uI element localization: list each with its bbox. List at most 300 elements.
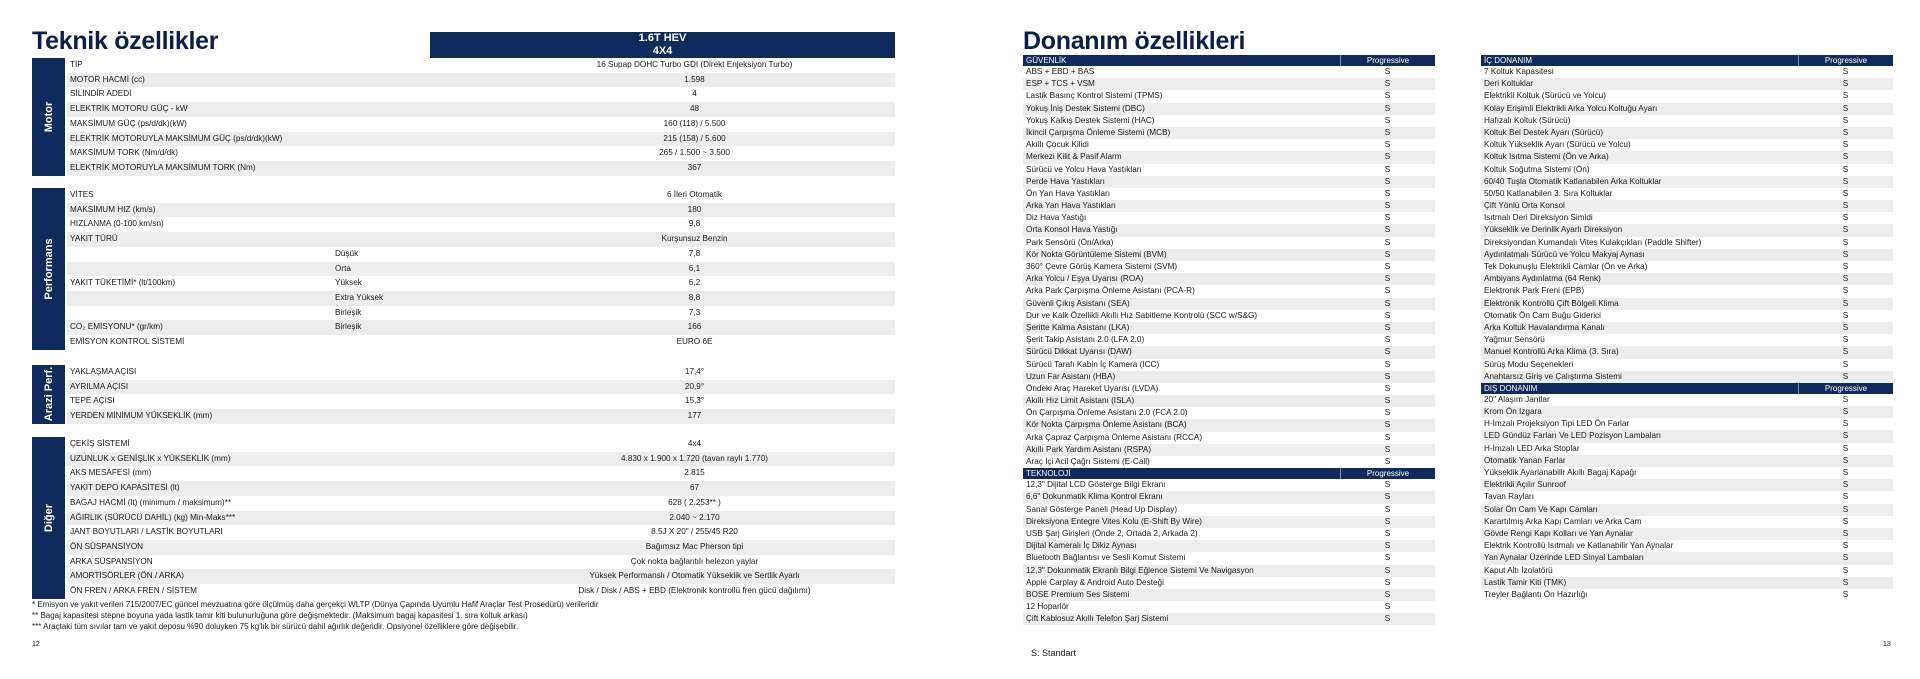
- availability-mark: S: [1384, 201, 1391, 211]
- availability-mark: S: [1842, 589, 1849, 599]
- feature-name: 7 Koltuk Kapasitesi: [1484, 67, 1554, 76]
- feature-row: [1481, 66, 1893, 78]
- availability-mark: S: [1384, 322, 1391, 332]
- feature-name: Direksiyona Entegre Vites Kolu (E-Shift By Wire): [1026, 516, 1202, 526]
- feature-name: Koltuk Soğutma Sistemi (Ön): [1484, 164, 1590, 174]
- availability-mark: S: [1842, 431, 1849, 441]
- feature-row: [1023, 224, 1435, 236]
- feature-name: Arka Park Çarpışma Önleme Asistanı (PCA-R): [1026, 286, 1195, 296]
- feature-name: Sürüş Modu Seçenekleri: [1484, 359, 1574, 369]
- spec-value: Kurşunsuz Benzin: [661, 234, 728, 244]
- feature-name: Koltuk Yükseklik Ayarı (Sürücü ve Yolcu): [1484, 140, 1631, 150]
- spec-row: [67, 146, 895, 161]
- availability-mark: S: [1384, 176, 1391, 186]
- feature-row: [1481, 504, 1893, 516]
- feature-list: [1481, 66, 1893, 383]
- feature-name: Karartılmış Arka Kapı Camları ve Arka Cam: [1484, 516, 1642, 526]
- feature-name: Araç İçi Acil Çağrı Sistemi (E-Call): [1026, 457, 1150, 466]
- feature-name: Merkezi Kilit & Pasif Alarm: [1026, 152, 1122, 162]
- feature-name: Koltuk Bel Destek Ayarı (Sürücü): [1484, 127, 1604, 137]
- availability-mark: S: [1842, 347, 1849, 357]
- feature-row: [1481, 224, 1893, 236]
- spec-value: 166: [687, 322, 702, 332]
- group-name: Performans: [42, 238, 55, 300]
- spec-label: YERDEN MİNİMUM YÜKSEKLİK (mm): [70, 411, 213, 421]
- spec-row: [67, 481, 895, 496]
- spec-label: AKS MESAFESİ (mm): [70, 468, 152, 478]
- spec-row: [67, 511, 895, 526]
- feature-row: [1481, 176, 1893, 188]
- spec-sublabel: Birleşik: [335, 307, 362, 317]
- spec-value: Disk / Disk / ABS + EBD (Elektronik kontrollü fren gücü dağılımı): [578, 586, 811, 595]
- availability-mark: S: [1842, 419, 1849, 429]
- feature-list: [1023, 66, 1435, 468]
- spec-group: [32, 188, 895, 350]
- feature-name: Sürücü Tarafı Kabin İç Kamera (ICC): [1026, 359, 1160, 369]
- spec-value: Bağımsız Mac Pherson tipi: [645, 541, 744, 551]
- feature-row: [1481, 540, 1893, 552]
- spec-value: Yüksek Performanslı / Otomatik Yükseklik ve Sertlik Ayarlı: [589, 571, 800, 581]
- feature-row: [1481, 577, 1893, 589]
- spec-value: 4.830 x 1.900 x 1.720 (tavan raylı 1.770): [620, 453, 768, 463]
- feature-name: Kör Nokta Görüntüleme Sistemi (BVM): [1026, 249, 1167, 259]
- availability-mark: S: [1384, 127, 1391, 137]
- feature-row: [1481, 310, 1893, 322]
- availability-mark: S: [1384, 152, 1391, 162]
- feature-name: Yükseklik ve Derinlik Ayarlı Direksiyon: [1484, 225, 1623, 235]
- availability-mark: S: [1842, 455, 1849, 465]
- feature-name: Şerit Takip Asistanı 2.0 (LFA 2.0): [1026, 335, 1145, 345]
- availability-mark: S: [1842, 553, 1849, 563]
- feature-name: Park Sensörü (Ön/Arka): [1026, 237, 1114, 247]
- spec-value: 215 (158) / 5.600: [663, 133, 726, 143]
- feature-name: Lastik Basınç Kontrol Sistemi (TPMS): [1026, 91, 1163, 101]
- availability-mark: S: [1384, 565, 1391, 575]
- feature-row: [1481, 249, 1893, 261]
- feature-row: [1481, 322, 1893, 334]
- availability-mark: S: [1842, 541, 1849, 551]
- spec-value: 4x4: [687, 439, 702, 448]
- feature-name: Elektrik Kontrollü Isıtmalı ve Katlanabilir Yan Aynalar: [1484, 541, 1674, 551]
- availability-mark: S: [1842, 67, 1849, 76]
- availability-mark: S: [1842, 152, 1849, 162]
- availability-mark: S: [1384, 383, 1391, 393]
- feature-row: [1023, 285, 1435, 297]
- feature-name: Arka Yan Hava Yastıkları: [1026, 201, 1116, 211]
- availability-mark: S: [1842, 322, 1849, 332]
- spec-row: [67, 87, 895, 102]
- availability-mark: S: [1384, 516, 1391, 526]
- trim-label: Progressive: [1798, 383, 1893, 394]
- section-name: GÜVENLİK: [1026, 56, 1067, 65]
- availability-mark: S: [1384, 457, 1391, 466]
- feature-row: [1481, 406, 1893, 418]
- feature-row: [1023, 66, 1435, 78]
- feature-row: [1023, 237, 1435, 249]
- spec-label: AĞIRLIK (SÜRÜCÜ DAHİL) (kg) Min-Maks***: [70, 512, 236, 522]
- feature-name: Akıllı Park Yardım Asistanı (RSPA): [1026, 444, 1152, 454]
- spec-value: 2.040 ~ 2.170: [669, 512, 720, 522]
- spec-value: 628 ( 2.253** ): [668, 497, 721, 507]
- spec-label: ELEKTRİK MOTORUYLA MAKSİMUM GÜÇ (ps/d/dk)(kW): [70, 133, 283, 143]
- feature-name: Öndeki Araç Hareket Uyarısı (LVDA): [1026, 383, 1159, 393]
- feature-row: [1481, 359, 1893, 371]
- availability-mark: S: [1384, 602, 1391, 612]
- spec-label: UZUNLUK x GENİŞLİK x YÜKSEKLİK (mm): [70, 453, 231, 463]
- availability-mark: S: [1842, 286, 1849, 296]
- spec-value: 15,3°: [684, 396, 705, 406]
- section-header: [1023, 468, 1435, 479]
- feature-name: Hafızalı Koltuk (Sürücü): [1484, 115, 1571, 125]
- spec-value: 6,2: [688, 278, 701, 288]
- availability-mark: S: [1384, 298, 1391, 308]
- spec-row: [67, 555, 895, 570]
- availability-mark: S: [1384, 335, 1391, 345]
- spec-label: ELEKTRİK MOTORUYLA MAKSİMUM TORK (Nm): [70, 162, 256, 172]
- availability-mark: S: [1384, 492, 1391, 502]
- feature-row: [1023, 491, 1435, 503]
- footnote-1: * Emisyon ve yakıt verileri 715/2007/EC güncel mevzuatına göre ölçülmüş daha gerçekçi WLTP (Dünya Çapında Uyumlu Hafif Araçlar Test Prosedürü) verileridir: [32, 600, 599, 609]
- feature-name: Perde Hava Yastıkları: [1026, 176, 1105, 186]
- availability-mark: S: [1384, 249, 1391, 259]
- feature-name: Elektronik Kontrollü Çift Bölgeli Klima: [1484, 298, 1619, 308]
- spec-label: MOTOR HACMİ (cc): [70, 74, 145, 84]
- feature-name: Akıllı Hız Limit Asistanı (ISLA): [1026, 396, 1135, 406]
- availability-mark: S: [1842, 516, 1849, 526]
- spec-label: ÇEKİŞ SİSTEMİ: [70, 439, 130, 448]
- availability-mark: S: [1842, 310, 1849, 320]
- feature-name: Gövde Rengi Kapı Kolları ve Yan Aynalar: [1484, 528, 1633, 538]
- footnote-2: ** Bagaj kapasitesi stepne boyuna yada lastik tamir kiti bulunurluğuna göre değişmektedir. (Maksimum bagaj kapasitesi 1. sıra koltuk arkası): [32, 611, 528, 620]
- spec-label: AMORTİSÖRLER (ÖN / ARKA): [70, 571, 185, 581]
- feature-name: Treyler Bağlantı Ön Hazırlığı: [1484, 589, 1588, 599]
- availability-mark: S: [1842, 274, 1849, 284]
- spec-row: [67, 320, 895, 335]
- feature-name: Güvenli Çıkış Asistanı (SEA): [1026, 298, 1130, 308]
- availability-mark: S: [1842, 262, 1849, 271]
- footnotes: [32, 599, 598, 632]
- availability-mark: S: [1384, 274, 1391, 284]
- page-number-right: 13: [1883, 641, 1891, 648]
- group-name: Diğer: [42, 503, 55, 532]
- feature-row: [1481, 467, 1893, 479]
- feature-row: [1023, 613, 1435, 625]
- section-name: DIŞ DONANIM: [1484, 383, 1538, 393]
- feature-row: [1023, 540, 1435, 552]
- feature-row: [1481, 552, 1893, 564]
- availability-mark: S: [1384, 480, 1391, 490]
- spec-value: 7,3: [688, 307, 701, 317]
- spec-value: 177: [687, 411, 702, 421]
- spec-label: YAKLAŞMA AÇISI: [70, 367, 137, 376]
- availability-mark: S: [1384, 164, 1391, 174]
- feature-row: [1481, 479, 1893, 491]
- spec-row: [67, 203, 895, 218]
- feature-row: [1481, 90, 1893, 102]
- spec-row: [67, 306, 895, 321]
- feature-name: Arka Yolcu / Eşya Uyarısı (ROA): [1026, 274, 1144, 284]
- feature-row: [1023, 176, 1435, 188]
- availability-mark: S: [1842, 298, 1849, 308]
- availability-mark: S: [1842, 528, 1849, 538]
- availability-mark: S: [1842, 176, 1849, 186]
- section-header: [1481, 55, 1893, 66]
- spec-value: 1.598: [684, 74, 705, 84]
- feature-name: Solar Ön Cam Ve Kapı Camları: [1484, 504, 1598, 514]
- feature-row: [1481, 127, 1893, 139]
- spec-row: [67, 132, 895, 147]
- spec-label: SİLİNDİR ADEDİ: [70, 89, 132, 99]
- feature-name: Direksiyondan Kumandalı Vites Kulakçıkları (Paddle Shifter): [1484, 237, 1702, 247]
- availability-mark: S: [1842, 394, 1849, 404]
- feature-name: ABS + EBD + BAS: [1026, 67, 1095, 76]
- spec-value: 160 (118) / 5.500: [663, 118, 726, 128]
- availability-mark: S: [1384, 347, 1391, 357]
- spec-value: EURO 6E: [676, 337, 713, 346]
- feature-name: Manuel Kontrollü Arka Klima (3. Sıra): [1484, 347, 1619, 357]
- feature-name: Otomatik Ön Cam Buğu Giderici: [1484, 310, 1601, 320]
- feature-name: Yağmur Sensörü: [1484, 335, 1545, 345]
- feature-name: 12 Hoparlör: [1026, 602, 1069, 612]
- availability-mark: S: [1384, 371, 1391, 381]
- availability-mark: S: [1842, 237, 1849, 247]
- spec-label: TİP: [70, 60, 83, 69]
- feature-name: Diz Hava Yastığı: [1026, 213, 1087, 223]
- feature-row: [1023, 601, 1435, 613]
- spec-group: [32, 58, 895, 176]
- spec-row: [67, 188, 895, 203]
- spec-group: [32, 437, 895, 599]
- availability-mark: S: [1842, 79, 1849, 89]
- spec-value: 6,1: [688, 263, 701, 273]
- availability-mark: S: [1384, 553, 1391, 563]
- feature-row: [1481, 491, 1893, 503]
- availability-mark: S: [1842, 359, 1849, 369]
- feature-row: [1023, 432, 1435, 444]
- feature-row: [1023, 346, 1435, 358]
- spec-value: 265 / 1.500 ~ 3.500: [659, 148, 730, 158]
- feature-name: Yokuş Kalkış Destek Sistemi (HAC): [1026, 115, 1155, 125]
- feature-name: 360° Çevre Görüş Kamera Sistemi (SVM): [1026, 262, 1178, 271]
- availability-mark: S: [1384, 213, 1391, 223]
- feature-row: [1023, 90, 1435, 102]
- spec-sublabel: Orta: [335, 263, 351, 273]
- spec-row: [67, 466, 895, 481]
- feature-name: Kaput Altı İzolatörü: [1484, 565, 1553, 575]
- spec-row: [67, 365, 895, 380]
- feature-row: [1023, 577, 1435, 589]
- spec-row: [67, 394, 895, 409]
- availability-mark: S: [1842, 201, 1849, 211]
- availability-mark: S: [1842, 335, 1849, 345]
- availability-mark: S: [1384, 188, 1391, 198]
- spec-label: AYRILMA AÇISI: [70, 381, 129, 391]
- feature-name: BOSE Premium Ses Sistemi: [1026, 589, 1130, 599]
- availability-mark: S: [1842, 164, 1849, 174]
- spec-column-header: [430, 32, 895, 58]
- trim-label: Progressive: [1340, 468, 1435, 479]
- availability-mark: S: [1384, 444, 1391, 454]
- feature-row: [1023, 261, 1435, 273]
- feature-name: 50/50 Katlanabilen 3. Sıra Koltuklar: [1484, 188, 1613, 198]
- spec-sublabel: Extra Yüksek: [335, 292, 384, 302]
- availability-mark: S: [1842, 213, 1849, 223]
- group-side-label: [32, 437, 65, 599]
- spec-row: [67, 276, 895, 291]
- feature-row: [1481, 346, 1893, 358]
- feature-name: Yükseklik Ayarlanabilir Akıllı Bagaj Kapağı: [1484, 468, 1637, 477]
- feature-name: Isıtmalı Deri Direksiyon Simidi: [1484, 213, 1593, 223]
- spec-label: MAKSİMUM TORK (Nm/d/dk): [70, 148, 178, 158]
- spec-label: CO₂ EMİSYONU* (gr/km): [70, 322, 163, 332]
- spec-value: 367: [687, 162, 702, 172]
- spec-row: [67, 217, 895, 232]
- feature-row: [1481, 78, 1893, 90]
- feature-row: [1023, 127, 1435, 139]
- availability-mark: S: [1384, 79, 1391, 89]
- spec-value: 9,8: [688, 219, 701, 229]
- spec-row: [67, 496, 895, 511]
- spec-sublabel: Birleşik: [335, 322, 362, 332]
- drivetrain-label: 4X4: [652, 45, 673, 57]
- feature-row: [1023, 419, 1435, 431]
- feature-name: Şeritte Kalma Asistanı (LKA): [1026, 322, 1130, 332]
- spec-value: 6 İleri Otomatik: [666, 190, 723, 199]
- spec-label: JANT BOYUTLARI / LASTİK BOYUTLARI: [70, 527, 223, 537]
- feature-name: Ön Çarpışma Önleme Asistanı 2.0 (FCA 2.0): [1026, 408, 1188, 418]
- feature-name: Arka Koltuk Havalandırma Kanalı: [1484, 322, 1605, 332]
- feature-name: Elektronik Park Freni (EPB): [1484, 286, 1585, 296]
- feature-row: [1481, 285, 1893, 297]
- feature-row: [1481, 273, 1893, 285]
- trim-label: Progressive: [1340, 55, 1435, 66]
- availability-mark: S: [1842, 565, 1849, 575]
- feature-name: Lastik Tamir Kiti (TMK): [1484, 577, 1567, 587]
- spec-label: YAKIT TÜKETİMİ* (lt/100km): [70, 278, 176, 288]
- spec-label: BAGAJ HACMİ (lt) (minimum / maksimum)**: [70, 497, 232, 507]
- feature-name: Tavan Rayları: [1484, 492, 1535, 502]
- feature-name: Arka Çapraz Çarpışma Önleme Asistanı (RCCA): [1026, 432, 1203, 442]
- availability-mark: S: [1384, 504, 1391, 514]
- availability-mark: S: [1384, 614, 1391, 624]
- feature-row: [1481, 188, 1893, 200]
- availability-mark: S: [1842, 407, 1849, 417]
- spec-label: ARKA SÜSPANSİYON: [70, 556, 153, 566]
- feature-name: Çift Kablosuz Akıllı Telefon Şarj Sistemi: [1026, 614, 1169, 624]
- group-side-label: [32, 365, 65, 424]
- feature-row: [1481, 139, 1893, 151]
- equipment-column-1: [1023, 55, 1435, 625]
- feature-name: Yokuş İniş Destek Sistemi (DBC): [1026, 103, 1145, 113]
- availability-mark: S: [1842, 249, 1849, 259]
- feature-row: [1023, 188, 1435, 200]
- feature-name: Ön Yan Hava Yastıkları: [1026, 188, 1111, 198]
- feature-row: [1481, 565, 1893, 577]
- feature-name: Çift Yönlü Orta Konsol: [1484, 201, 1565, 211]
- availability-mark: S: [1384, 359, 1391, 369]
- spec-group: [32, 365, 895, 424]
- feature-name: İkincil Çarpışma Önleme Sistemi (MCB): [1026, 127, 1171, 137]
- spec-row: [67, 584, 895, 599]
- availability-mark: S: [1842, 468, 1849, 477]
- feature-row: [1023, 273, 1435, 285]
- feature-name: Koltuk Isıtma Sistemi (Ön ve Arka): [1484, 152, 1609, 162]
- page-title-technical: Teknik özellikler: [32, 27, 219, 55]
- feature-name: LED Gündüz Farları Ve LED Pozisyon Lambaları: [1484, 431, 1662, 441]
- feature-name: Akıllı Çocuk Kilidi: [1026, 140, 1089, 150]
- feature-row: [1023, 383, 1435, 395]
- footnote-3: *** Araçtaki tüm sıvılar tam ve yakıt deposu %90 doluyken 75 kg'lık bir sürücü dahil ağırlık değeridir. Opsiyonel özelliklere göre değişebilir.: [32, 622, 519, 631]
- feature-row: [1023, 151, 1435, 163]
- availability-mark: S: [1842, 91, 1849, 101]
- feature-row: [1023, 322, 1435, 334]
- feature-row: [1481, 261, 1893, 273]
- legend-standard: S: Standart: [1031, 648, 1077, 658]
- feature-name: Uzun Far Asistanı (HBA): [1026, 371, 1116, 381]
- spec-value: 7,8: [688, 248, 701, 258]
- spec-row: [67, 247, 895, 262]
- feature-name: Kolay Erişimli Elektrikli Arka Yolcu Koltuğu Ayarı: [1484, 103, 1658, 113]
- section-header: [1481, 383, 1893, 394]
- spec-value: 8,8: [688, 292, 701, 302]
- feature-row: [1481, 430, 1893, 442]
- feature-row: [1023, 310, 1435, 322]
- model-name: 1.6T HEV: [638, 32, 687, 44]
- spec-row: [67, 102, 895, 117]
- feature-row: [1481, 334, 1893, 346]
- availability-mark: S: [1842, 103, 1849, 113]
- feature-name: 12,3" Dokunmatik Ekranlı Bilgi Eğlence Sistemi Ve Navigasyon: [1026, 565, 1254, 575]
- group-name: Arazi Perf.: [42, 367, 55, 422]
- spec-row: [67, 380, 895, 395]
- availability-mark: S: [1384, 91, 1391, 101]
- feature-row: [1481, 528, 1893, 540]
- feature-name: Anahtarsız Giriş ve Çalıştırma Sistemi: [1484, 371, 1622, 381]
- feature-row: [1023, 115, 1435, 127]
- availability-mark: S: [1384, 541, 1391, 551]
- feature-row: [1023, 200, 1435, 212]
- feature-name: Sürücü ve Yolcu Hava Yastıkları: [1026, 164, 1142, 174]
- spec-label: ÖN SÜSPANSİYON: [70, 541, 144, 551]
- feature-row: [1481, 151, 1893, 163]
- feature-row: [1481, 298, 1893, 310]
- spec-sublabel: Düşük: [335, 248, 359, 258]
- group-name: Motor: [42, 101, 55, 133]
- spec-label: VİTES: [70, 190, 94, 199]
- availability-mark: S: [1384, 140, 1391, 150]
- availability-mark: S: [1842, 371, 1849, 381]
- feature-row: [1481, 212, 1893, 224]
- feature-row: [1023, 444, 1435, 456]
- feature-name: Dijital Kameralı İç Dikiz Aynası: [1026, 541, 1137, 551]
- feature-name: Sanal Gösterge Paneli (Head Up Display): [1026, 504, 1178, 514]
- spec-value: 180: [687, 204, 702, 214]
- feature-row: [1023, 164, 1435, 176]
- feature-name: 12,3" Dijital LCD Gösterge Bilgi Ekranı: [1026, 480, 1166, 490]
- spec-label: YAKIT TÜRÜ: [70, 234, 118, 244]
- spec-row: [67, 335, 895, 350]
- feature-name: Tek Dokunuşlu Elektrikli Camlar (Ön ve Arka): [1484, 262, 1648, 271]
- spec-row: [67, 525, 895, 540]
- feature-name: Kör Nokta Çarpışma Önleme Asistanı (BCA): [1026, 420, 1187, 430]
- feature-row: [1481, 455, 1893, 467]
- feature-row: [1023, 298, 1435, 310]
- section-header: [1023, 55, 1435, 66]
- feature-row: [1023, 504, 1435, 516]
- availability-mark: S: [1384, 408, 1391, 418]
- spec-row: [67, 232, 895, 247]
- feature-row: [1023, 479, 1435, 491]
